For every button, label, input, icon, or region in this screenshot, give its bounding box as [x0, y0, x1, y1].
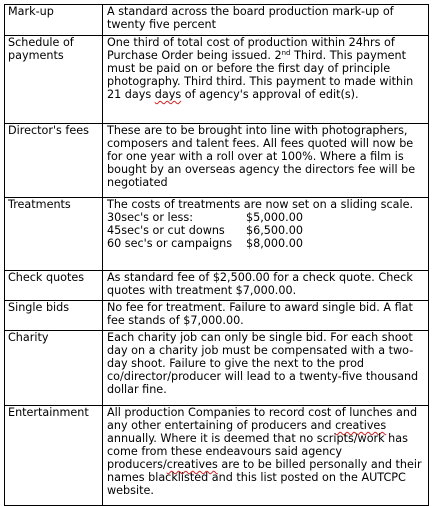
description-cell: A standard across the board production mark-up of twenty five percent	[103, 5, 429, 36]
description-text: annually. Where it is deemed that no scripts/work has come from these endeavours said agency producers/	[107, 432, 408, 471]
table-row-entertainment	[5, 406, 429, 506]
description-text: One third of total cost of production within 24hrs of Purchase Order being issued. 2	[107, 36, 395, 62]
description-text: are to be billed personally and their names blacklisted and this list posted on the AUTCPC website.	[107, 458, 422, 497]
price-label: 30sec's or less:	[107, 211, 193, 224]
table-row-check-quotes	[5, 271, 429, 301]
description-cell: As standard fee of $2,500.00 for a check quote. Check quotes with treatment $7,000.00.	[103, 271, 429, 301]
price-row	[107, 211, 425, 224]
term-cell: Director's fees	[5, 124, 103, 198]
description-cell: Each charity job can only be single bid. For each shoot day on a charity job must be compensated with a two-day shoot. Failure to give the next to the prod co/director/producer will lead to a twenty-five thousand dollar fine.	[103, 331, 429, 406]
description-cell	[103, 198, 429, 271]
price-label: 60 sec's or campaigns	[107, 237, 233, 250]
term-cell: Entertainment	[5, 406, 103, 506]
terms-table	[4, 4, 429, 506]
table-row-treatments	[5, 198, 429, 271]
description-text: Third. This payment must be paid on or before the first day of principle photography. Third third. This payment to made within 21 days	[107, 49, 414, 101]
table-row-charity	[5, 331, 429, 406]
description-text: of agency's approval of edit(s).	[181, 88, 359, 101]
price-value: $6,500.00	[246, 224, 303, 237]
description-text: The costs of treatments are now set on a sliding scale.	[107, 198, 414, 211]
table-row-mark-up	[5, 5, 429, 36]
table-row-single-bids	[5, 301, 429, 331]
term-cell: Schedule of payments	[5, 36, 103, 124]
term-cell: Check quotes	[5, 271, 103, 301]
description-text: All production Companies to record cost of lunches and any other entertaining of producers and	[107, 406, 418, 432]
term-cell: Single bids	[5, 301, 103, 331]
term-cell: Mark-up	[5, 5, 103, 36]
description-cell: No fee for treatment. Failure to award single bid. A flat fee stands of $7,000.00.	[103, 301, 429, 331]
price-label: 45sec's or cut downs	[107, 224, 225, 237]
term-cell: Charity	[5, 331, 103, 406]
description-cell	[103, 406, 429, 506]
spellcheck-flagged-word: creatives	[166, 458, 218, 471]
table-row-schedule-of-payments	[5, 36, 429, 124]
price-value: $5,000.00	[246, 211, 303, 224]
spellcheck-flagged-word: days	[154, 88, 182, 101]
price-value: $8,000.00	[246, 237, 303, 250]
price-row	[107, 237, 425, 250]
description-cell: These are to be brought into line with photographers, composers and talent fees. All fees quoted will now be for one year with a roll over at 100%. Where a film is bought by an overseas agency the directors fee will be negotiated	[103, 124, 429, 198]
term-cell: Treatments	[5, 198, 103, 271]
ordinal-suffix: nd	[281, 49, 291, 57]
price-row	[107, 224, 425, 237]
spellcheck-flagged-word: creatives	[335, 419, 387, 432]
description-cell	[103, 36, 429, 124]
table-row-directors-fees	[5, 124, 429, 198]
